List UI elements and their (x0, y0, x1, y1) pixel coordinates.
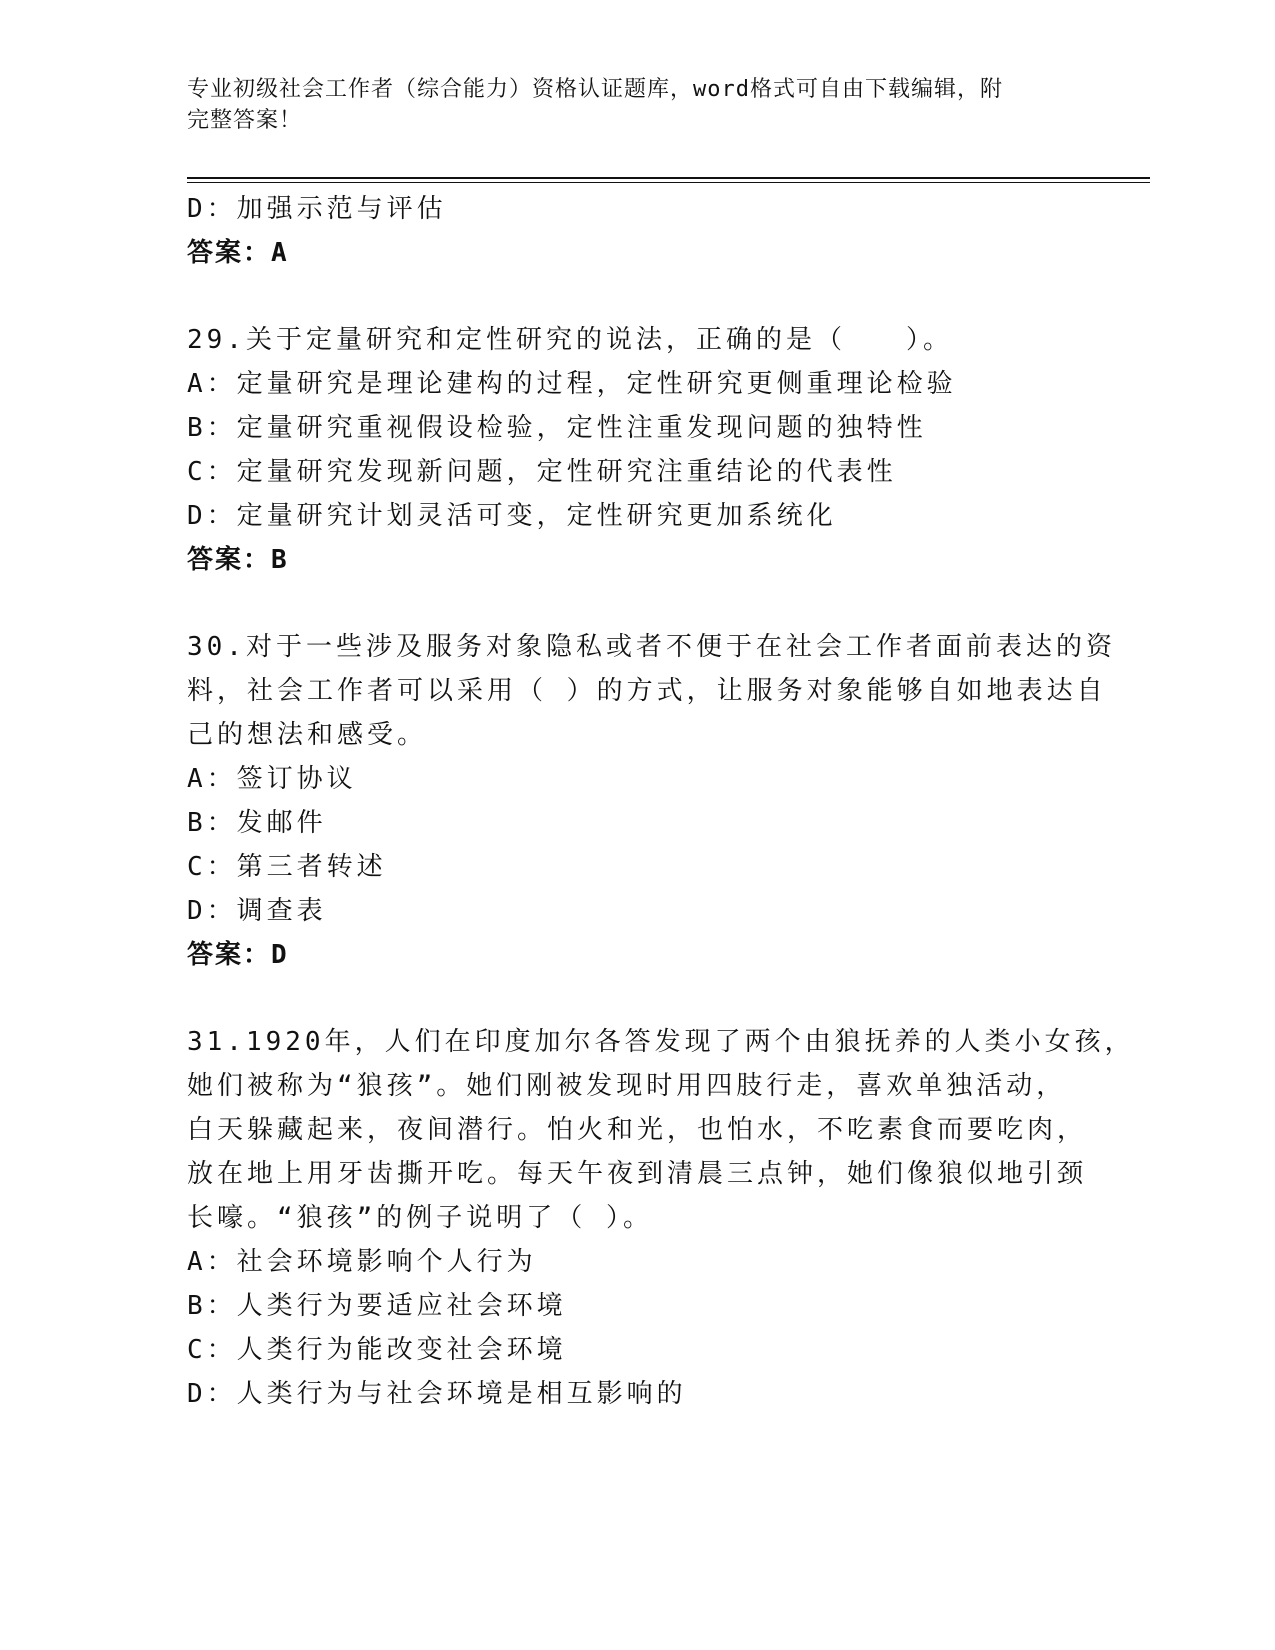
prev-answer: 答案：A (187, 238, 289, 268)
header-line-2: 完整答案！ (187, 108, 303, 133)
q30-option-a: A：签订协议 (187, 764, 357, 794)
page-header (187, 74, 1087, 136)
q30-stem-line-2: 料，社会工作者可以采用（ ）的方式，让服务对象能够自如地表达自 (187, 676, 1107, 706)
q31-option-b: B：人类行为要适应社会环境 (187, 1291, 567, 1321)
q30-stem-line-3: 己的想法和感受。 (187, 720, 428, 750)
q29-stem: 29.关于定量研究和定性研究的说法，正确的是（ ）。 (187, 325, 953, 355)
header-rule-thick (187, 177, 1150, 179)
q29-option-d: D：定量研究计划灵活可变，定性研究更加系统化 (187, 501, 837, 531)
q29-option-a: A：定量研究是理论建构的过程，定性研究更侧重理论检验 (187, 369, 957, 399)
q31-option-d: D：人类行为与社会环境是相互影响的 (187, 1379, 687, 1409)
q31-stem-line-4: 放在地上用牙齿撕开吃。每天午夜到清晨三点钟，她们像狼似地引颈 (187, 1159, 1088, 1189)
q31-stem-line-5: 长嚎。“狼孩”的例子说明了（ ）。 (187, 1203, 653, 1233)
q30-stem-line-1: 30.对于一些涉及服务对象隐私或者不便于在社会工作者面前表达的资 (187, 632, 1116, 662)
prev-option-d: D：加强示范与评估 (187, 194, 447, 224)
q31-stem-line-2: 她们被称为“狼孩”。她们刚被发现时用四肢行走，喜欢单独活动， (187, 1071, 1067, 1101)
q29-option-b: B：定量研究重视假设检验，定性注重发现问题的独特性 (187, 413, 927, 443)
q31-option-a: A：社会环境影响个人行为 (187, 1247, 537, 1277)
q30-option-d: D：调查表 (187, 896, 327, 926)
header-line-1: 专业初级社会工作者（综合能力）资格认证题库，word格式可自由下载编辑，附 (187, 77, 1003, 102)
header-rule-thin (187, 182, 1150, 183)
q31-stem-line-1: 31.1920年，人们在印度加尔各答发现了两个由狼抚养的人类小女孩， (187, 1027, 1135, 1057)
q31-option-c: C：人类行为能改变社会环境 (187, 1335, 567, 1365)
q31-stem-line-3: 白天躲藏起来，夜间潜行。怕火和光，也怕水，不吃素食而要吃肉， (187, 1115, 1088, 1145)
q30-option-b: B：发邮件 (187, 808, 327, 838)
q29-option-c: C：定量研究发现新问题，定性研究注重结论的代表性 (187, 457, 897, 487)
q30-option-c: C：第三者转述 (187, 852, 387, 882)
q30-answer: 答案：D (187, 940, 289, 970)
q29-answer: 答案：B (187, 545, 289, 575)
